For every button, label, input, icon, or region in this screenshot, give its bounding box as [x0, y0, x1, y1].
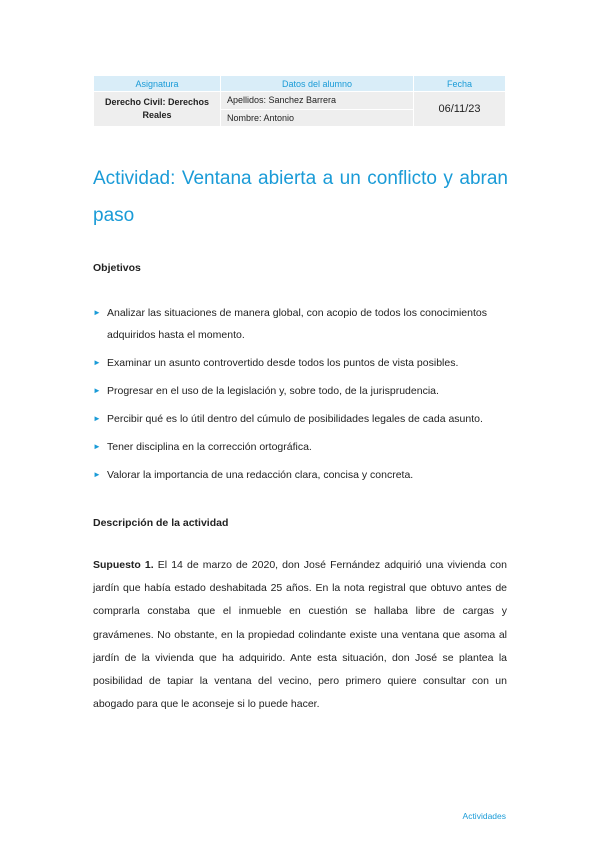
- triangle-right-bullet-icon: ►: [93, 308, 101, 317]
- header-col-student: Datos del alumno: [221, 76, 414, 92]
- page-title: Actividad: Ventana abierta a un conflicto y abran paso: [93, 168, 508, 226]
- header-col-date: Fecha: [414, 76, 506, 92]
- header-table: [93, 75, 506, 127]
- triangle-right-bullet-icon: ►: [93, 470, 101, 479]
- surname-cell: Apellidos: Sanchez Barrera: [221, 92, 414, 110]
- list-item: ► Tener disciplina en la corrección ortográfica.: [93, 436, 508, 458]
- description-heading: Descripción de la actividad: [93, 517, 229, 529]
- list-item: ► Progresar en el uso de la legislación y, sobre todo, de la jurisprudencia.: [93, 380, 508, 402]
- case-text: El 14 de marzo de 2020, don José Fernández adquirió una vivienda con jardín que había estado deshabitada 25 años. En la nota registral que obtuvo antes de comprarla constaba que el inmueble en cuestión se hallaba libre de cargas y gravámenes. No obstante, en la propiedad colindante existe una ventana que asoma al jardín de la vivienda que ha adquirido. Ante esta situación, don José se plantea la posibilidad de tapiar la ventana del vecino, pero primero quiere consultar con un abogado para que le aconseje si lo puede hacer.: [93, 559, 507, 711]
- name-cell: Nombre: Antonio: [221, 109, 414, 127]
- triangle-right-bullet-icon: ►: [93, 442, 101, 451]
- case-paragraph: [93, 554, 507, 716]
- list-item: ► Analizar las situaciones de manera global, con acopio de todos los conocimientos adquiridos hasta el momento.: [93, 302, 508, 346]
- triangle-right-bullet-icon: ►: [93, 358, 101, 367]
- triangle-right-bullet-icon: ►: [93, 386, 101, 395]
- list-item: ► Examinar un asunto controvertido desde todos los puntos de vista posibles.: [93, 352, 508, 374]
- date-cell: 06/11/23: [414, 92, 506, 127]
- footer-label: Actividades: [462, 811, 506, 821]
- objectives-heading: Objetivos: [93, 262, 141, 274]
- header-col-subject: Asignatura: [94, 76, 221, 92]
- objectives-list: [93, 302, 508, 492]
- list-item: ► Valorar la importancia de una redacción clara, concisa y concreta.: [93, 464, 508, 486]
- list-item: ► Percibir qué es lo útil dentro del cúmulo de posibilidades legales de cada asunto.: [93, 408, 508, 430]
- case-label: Supuesto 1.: [93, 559, 154, 571]
- subject-cell: Derecho Civil: Derechos Reales: [94, 92, 221, 127]
- triangle-right-bullet-icon: ►: [93, 414, 101, 423]
